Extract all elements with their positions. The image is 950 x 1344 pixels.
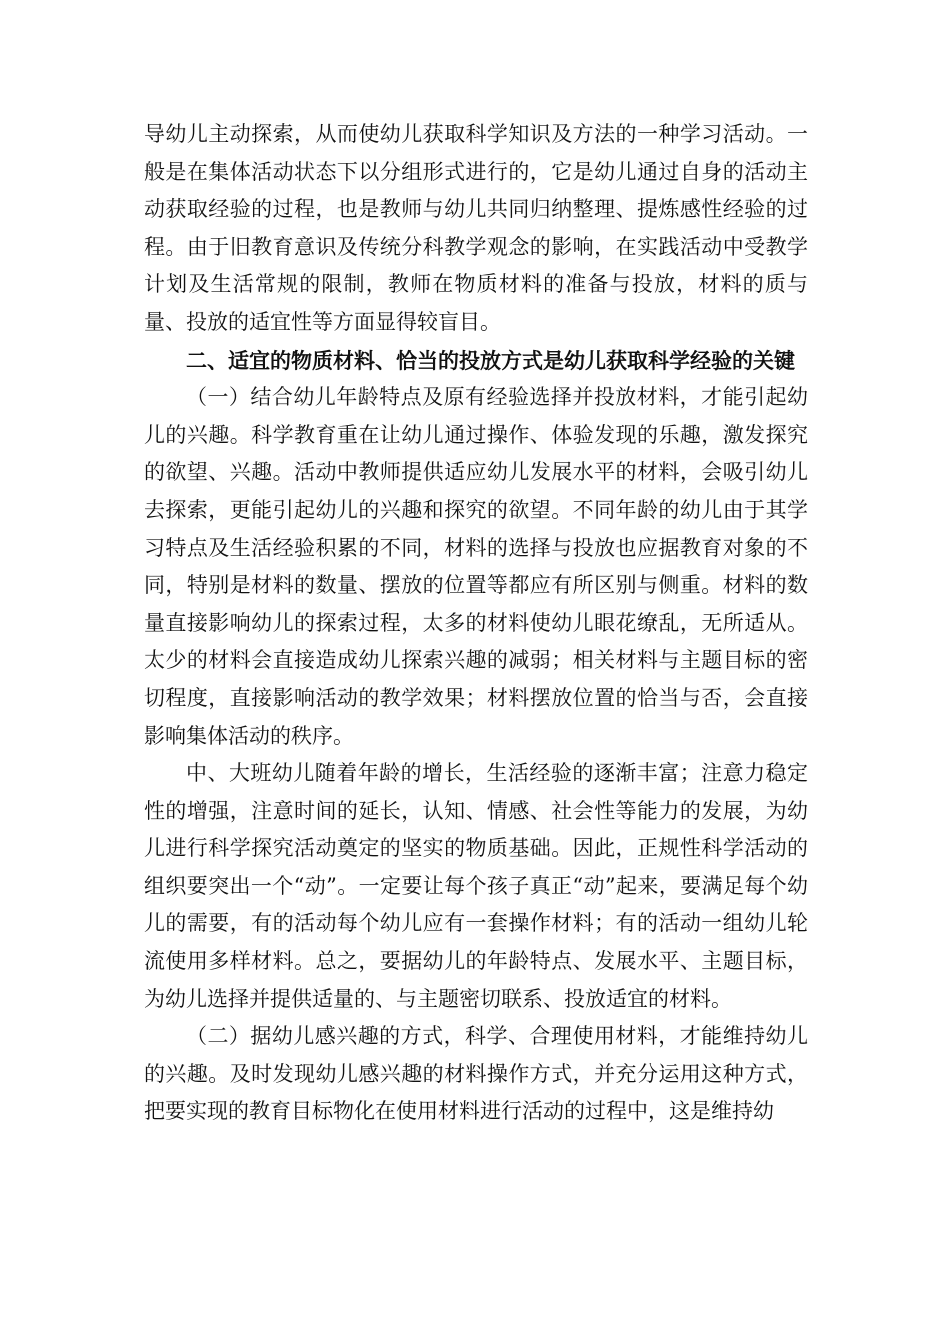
document-body bbox=[144, 116, 808, 1131]
section-heading: 二、适宜的物质材料、恰当的投放方式是幼儿获取科学经验的关键 bbox=[186, 347, 795, 373]
paragraph-subsection-two: （二）据幼儿感兴趣的方式，科学、合理使用材料，才能维持幼儿的兴趣。及时发现幼儿感兴趣的材料操作方式，并充分运用这种方式，把要实现的教育目标物化在使用材料进行活动的过程中，这是维持幼 bbox=[144, 1024, 808, 1124]
paragraph-subsection-one: （一）结合幼儿年龄特点及原有经验选择并投放材料，才能引起幼儿的兴趣。科学教育重在让幼儿通过操作、体验发现的乐趣，激发探究的欲望、兴趣。活动中教师提供适应幼儿发展水平的材料，会吸引幼儿去探索，更能引起幼儿的兴趣和探究的欲望。不同年龄的幼儿由于其学习特点及生活经验积累的不同，材料的选择与投放也应据教育对象的不同，特别是材料的数量、摆放的位置等都应有所区别与侧重。材料的数量直接影响幼儿的探索过程，太多的材料使幼儿眼花缭乱，无所适从。太少的材料会直接造成幼儿探索兴趣的减弱；相关材料与主题目标的密切程度，直接影响活动的教学效果；材料摆放位置的恰当与否，会直接影响集体活动的秩序。 bbox=[144, 385, 808, 748]
paragraph-intro: 导幼儿主动探索，从而使幼儿获取科学知识及方法的一种学习活动。一般是在集体活动状态下以分组形式进行的，它是幼儿通过自身的活动主动获取经验的过程，也是教师与幼儿共同归纳整理、提炼感性经验的过程。由于旧教育意识及传统分科教学观念的影响，在实践活动中受教学计划及生活常规的限制，教师在物质材料的准备与投放，材料的质与量、投放的适宜性等方面显得较盲目。 bbox=[144, 122, 808, 334]
paragraph-older-children: 中、大班幼儿随着年龄的增长，生活经验的逐渐丰富；注意力稳定性的增强，注意时间的延长，认知、情感、社会性等能力的发展，为幼儿进行科学探究活动奠定的坚实的物质基础。因此，正规性科学活动的组织要突出一个“动”。一定要让每个孩子真正“动”起来，要满足每个幼儿的需要，有的活动每个幼儿应有一套操作材料；有的活动一组幼儿轮流使用多样材料。总之，要据幼儿的年龄特点、发展水平、主题目标，为幼儿选择并提供适量的、与主题密切联系、投放适宜的材料。 bbox=[144, 761, 808, 1011]
